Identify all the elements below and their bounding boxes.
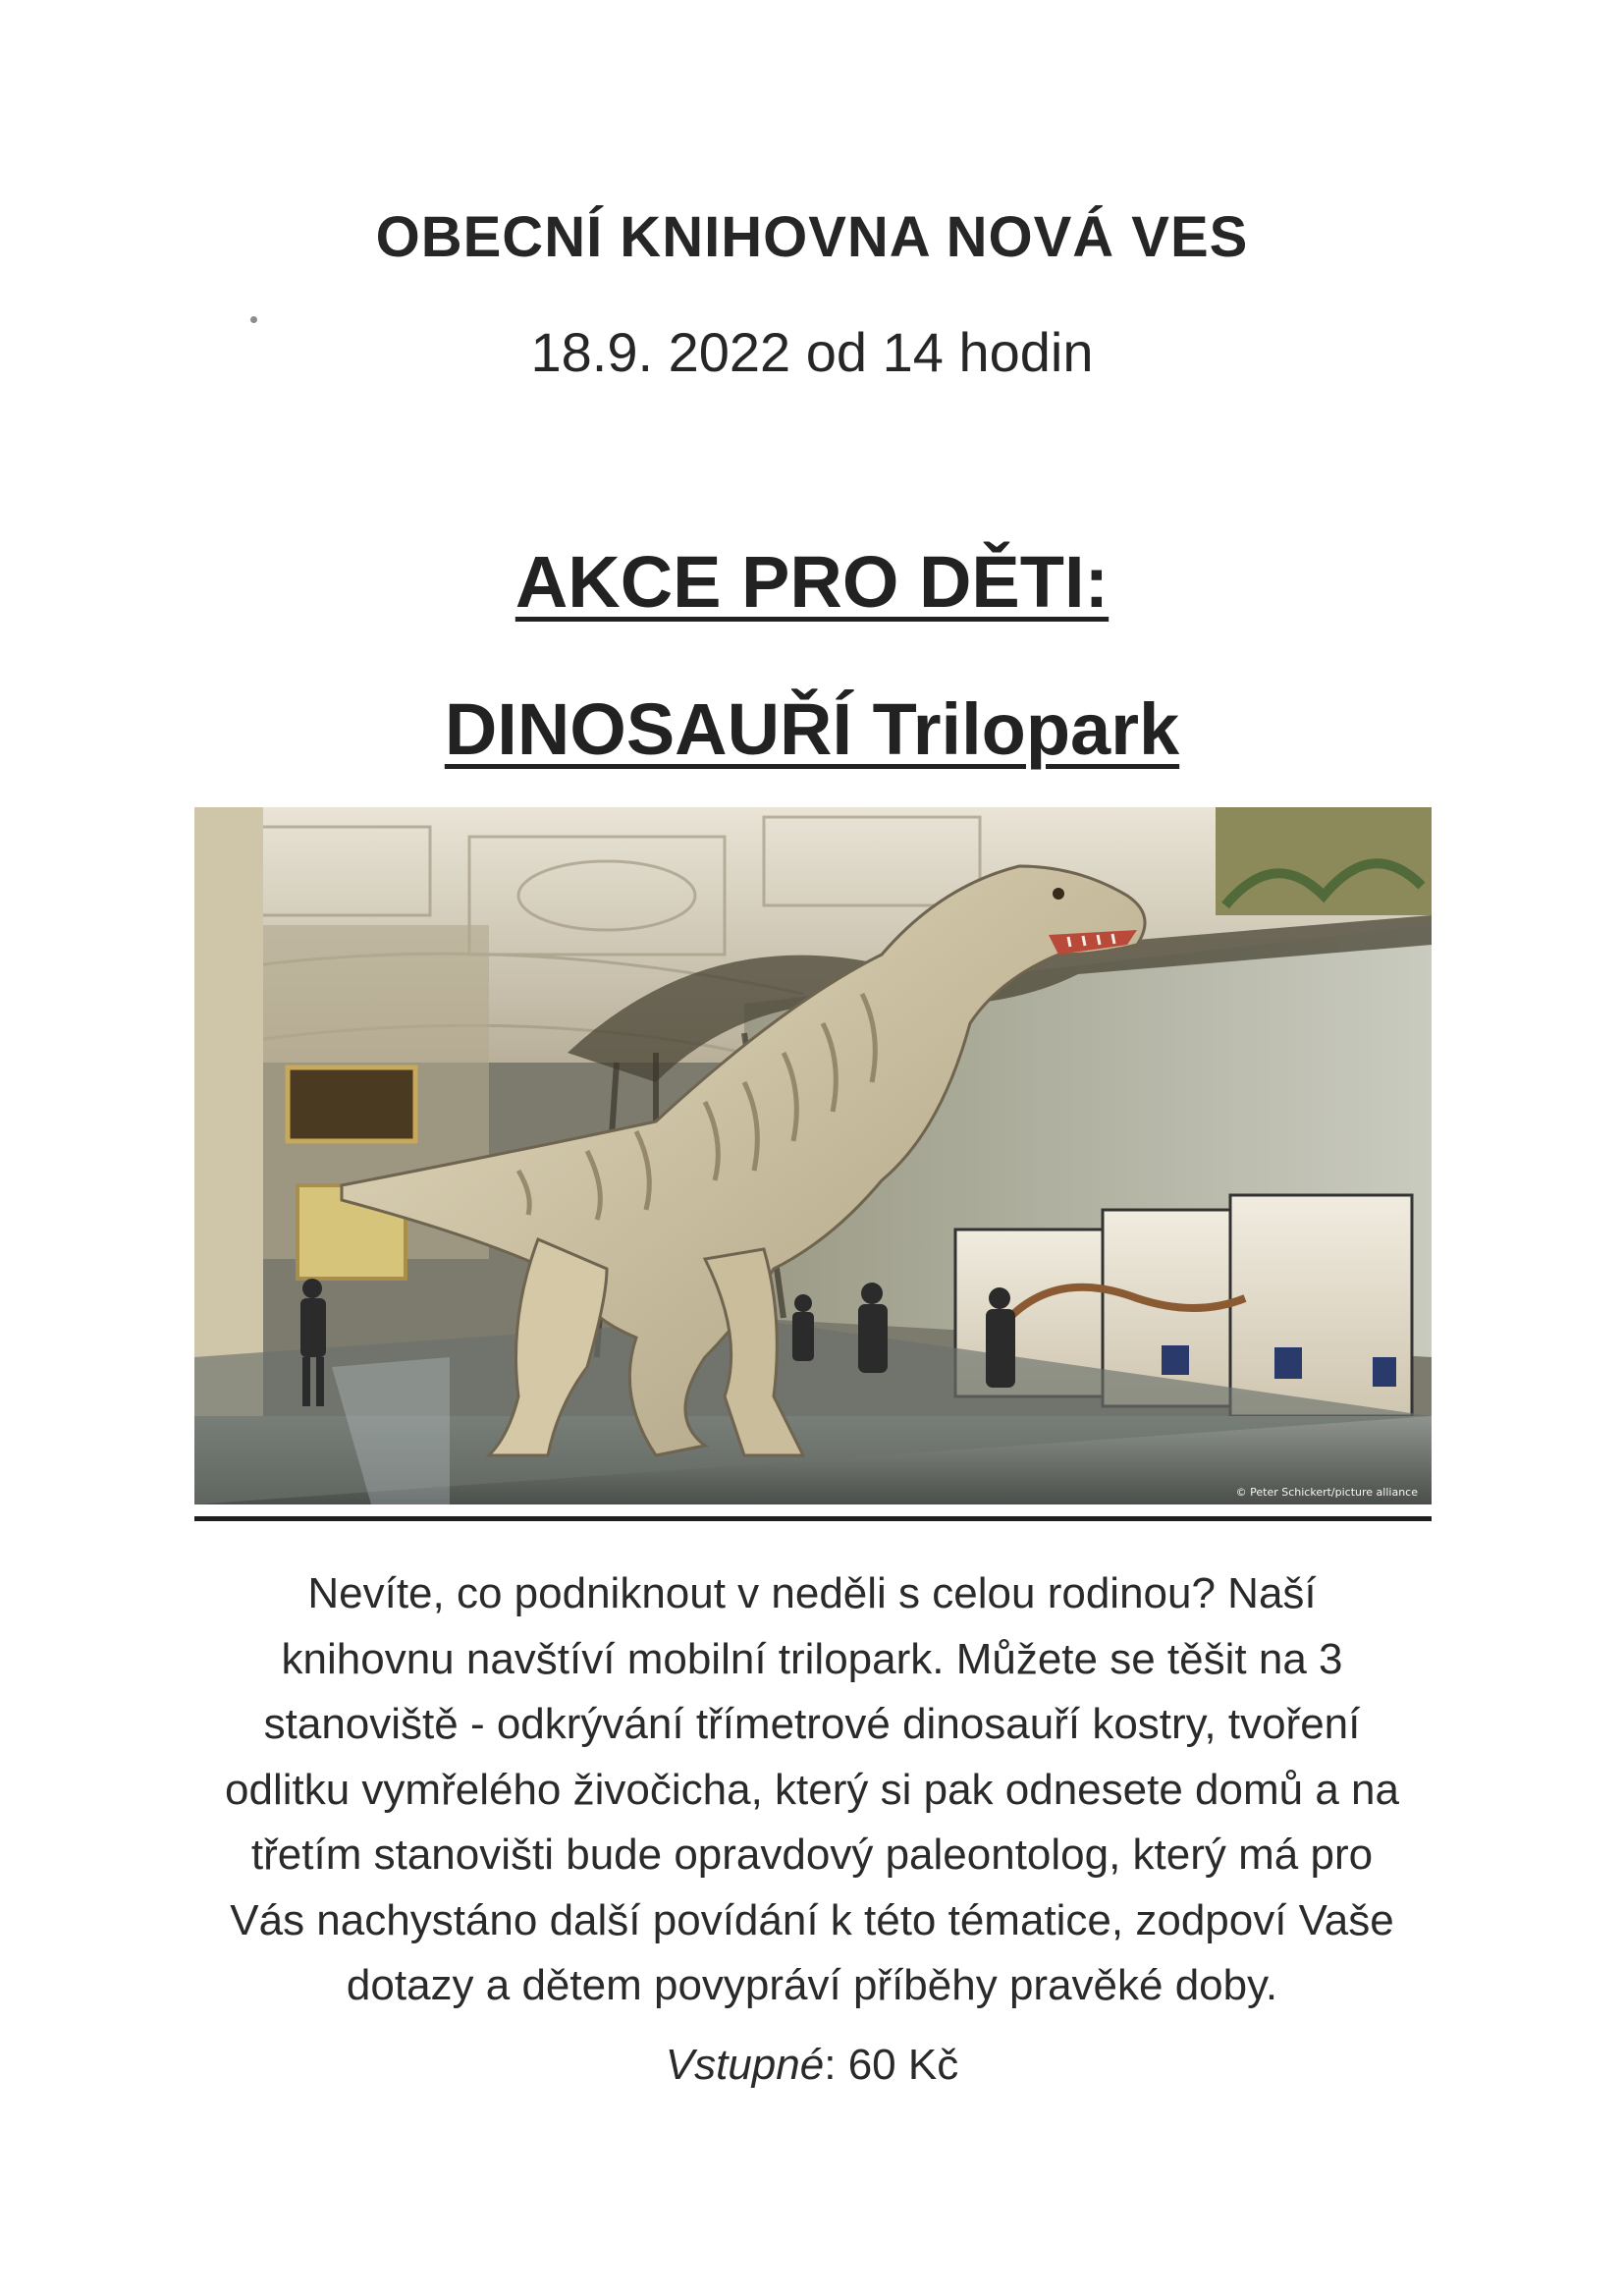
description-line: dotazy a dětem povypráví příběhy pravěké doby. <box>346 1961 1278 2009</box>
admission-label: Vstupné <box>665 2041 825 2089</box>
admission-fee <box>0 2041 1624 2090</box>
description-line: Vás nachystáno další povídání k této tématice, zodpoví Vaše <box>230 1895 1394 1944</box>
event-date: 18.9. 2022 od 14 hodin <box>530 321 1094 383</box>
event-description <box>147 1561 1477 2019</box>
description-line: třetím stanovišti bude opravdový paleontolog, který má pro <box>250 1831 1374 1879</box>
admission-separator: : <box>824 2041 837 2089</box>
description-line: knihovnu navštíví mobilní trilopark. Můžete se těšit na 3 <box>281 1634 1343 1683</box>
headline-line-1 <box>0 540 1624 624</box>
photo-divider-rule <box>194 1516 1432 1521</box>
description-line: Nevíte, co podniknout v neděli s celou rodinou? Naší <box>307 1569 1317 1617</box>
description-line: stanoviště - odkrývání třímetrové dinosauří kostry, tvoření <box>263 1700 1361 1748</box>
library-name: OBECNÍ KNIHOVNA NOVÁ VES <box>375 205 1249 269</box>
headline-text-2: DINOSAUŘÍ Trilopark <box>444 688 1180 770</box>
dinosaur-hall-illustration <box>194 807 1432 1504</box>
dinosaur-museum-photo <box>194 807 1432 1504</box>
description-line: odlitku vymřelého živočicha, který si pak odnesete domů a na <box>225 1765 1399 1814</box>
headline-text-1: AKCE PRO DĚTI: <box>514 541 1110 623</box>
photo-credit: © Peter Schickert/picture alliance <box>1235 1486 1418 1499</box>
admission-price: 60 Kč <box>847 2041 959 2089</box>
headline-line-2 <box>0 687 1624 771</box>
